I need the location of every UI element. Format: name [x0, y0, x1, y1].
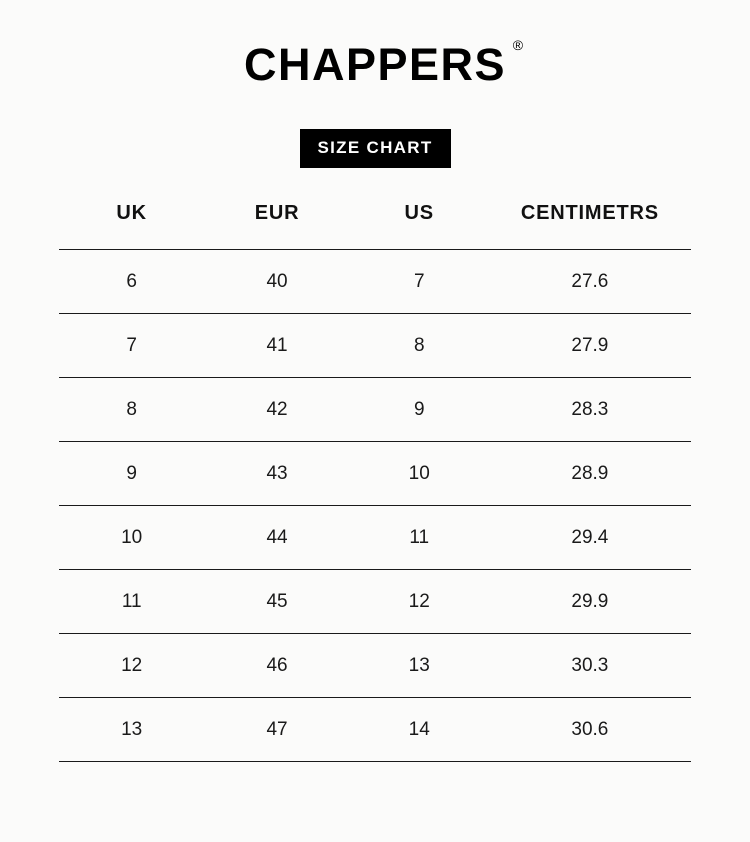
cell-us: 10 [350, 442, 489, 506]
cell-uk: 7 [59, 314, 204, 378]
cell-cm: 27.6 [489, 250, 691, 314]
table-body [59, 250, 691, 762]
brand-title [0, 37, 750, 90]
brand-name-wrapper [243, 37, 524, 90]
cell-uk: 8 [59, 378, 204, 442]
cell-uk: 11 [59, 570, 204, 634]
cell-eur: 44 [204, 506, 349, 570]
cell-uk: 6 [59, 250, 204, 314]
cell-eur: 47 [204, 698, 349, 762]
brand-name: CHAPPERS [243, 39, 507, 90]
table-row [59, 442, 691, 506]
table-row [59, 506, 691, 570]
cell-cm: 28.9 [489, 442, 691, 506]
table-row [59, 314, 691, 378]
cell-cm: 28.3 [489, 378, 691, 442]
cell-us: 12 [350, 570, 489, 634]
cell-us: 8 [350, 314, 489, 378]
cell-uk: 12 [59, 634, 204, 698]
cell-cm: 30.3 [489, 634, 691, 698]
column-header-centimetrs: CENTIMETRS [520, 202, 659, 224]
cell-cm: 29.4 [489, 506, 691, 570]
cell-uk: 13 [59, 698, 204, 762]
cell-us: 9 [350, 378, 489, 442]
table-row [59, 634, 691, 698]
size-table-container [59, 202, 691, 762]
column-header-eur: EUR [254, 202, 300, 224]
cell-eur: 43 [204, 442, 349, 506]
column-header-uk: UK [116, 202, 147, 224]
table-row [59, 250, 691, 314]
registered-trademark-icon: ® [512, 37, 524, 53]
cell-uk: 9 [59, 442, 204, 506]
cell-cm: 29.9 [489, 570, 691, 634]
cell-us: 11 [350, 506, 489, 570]
table-row [59, 698, 691, 762]
size-chart-table [59, 202, 691, 762]
cell-eur: 45 [204, 570, 349, 634]
table-row [59, 378, 691, 442]
size-chart-badge: SIZE CHART [300, 129, 451, 168]
cell-us: 13 [350, 634, 489, 698]
cell-us: 7 [350, 250, 489, 314]
size-chart-page [0, 37, 750, 842]
cell-eur: 40 [204, 250, 349, 314]
column-header-us: US [404, 202, 434, 224]
table-header-row [59, 202, 691, 250]
cell-cm: 30.6 [489, 698, 691, 762]
cell-eur: 41 [204, 314, 349, 378]
cell-eur: 42 [204, 378, 349, 442]
table-header [59, 202, 691, 250]
cell-us: 14 [350, 698, 489, 762]
table-row [59, 570, 691, 634]
badge-container [0, 129, 750, 168]
cell-uk: 10 [59, 506, 204, 570]
cell-cm: 27.9 [489, 314, 691, 378]
cell-eur: 46 [204, 634, 349, 698]
